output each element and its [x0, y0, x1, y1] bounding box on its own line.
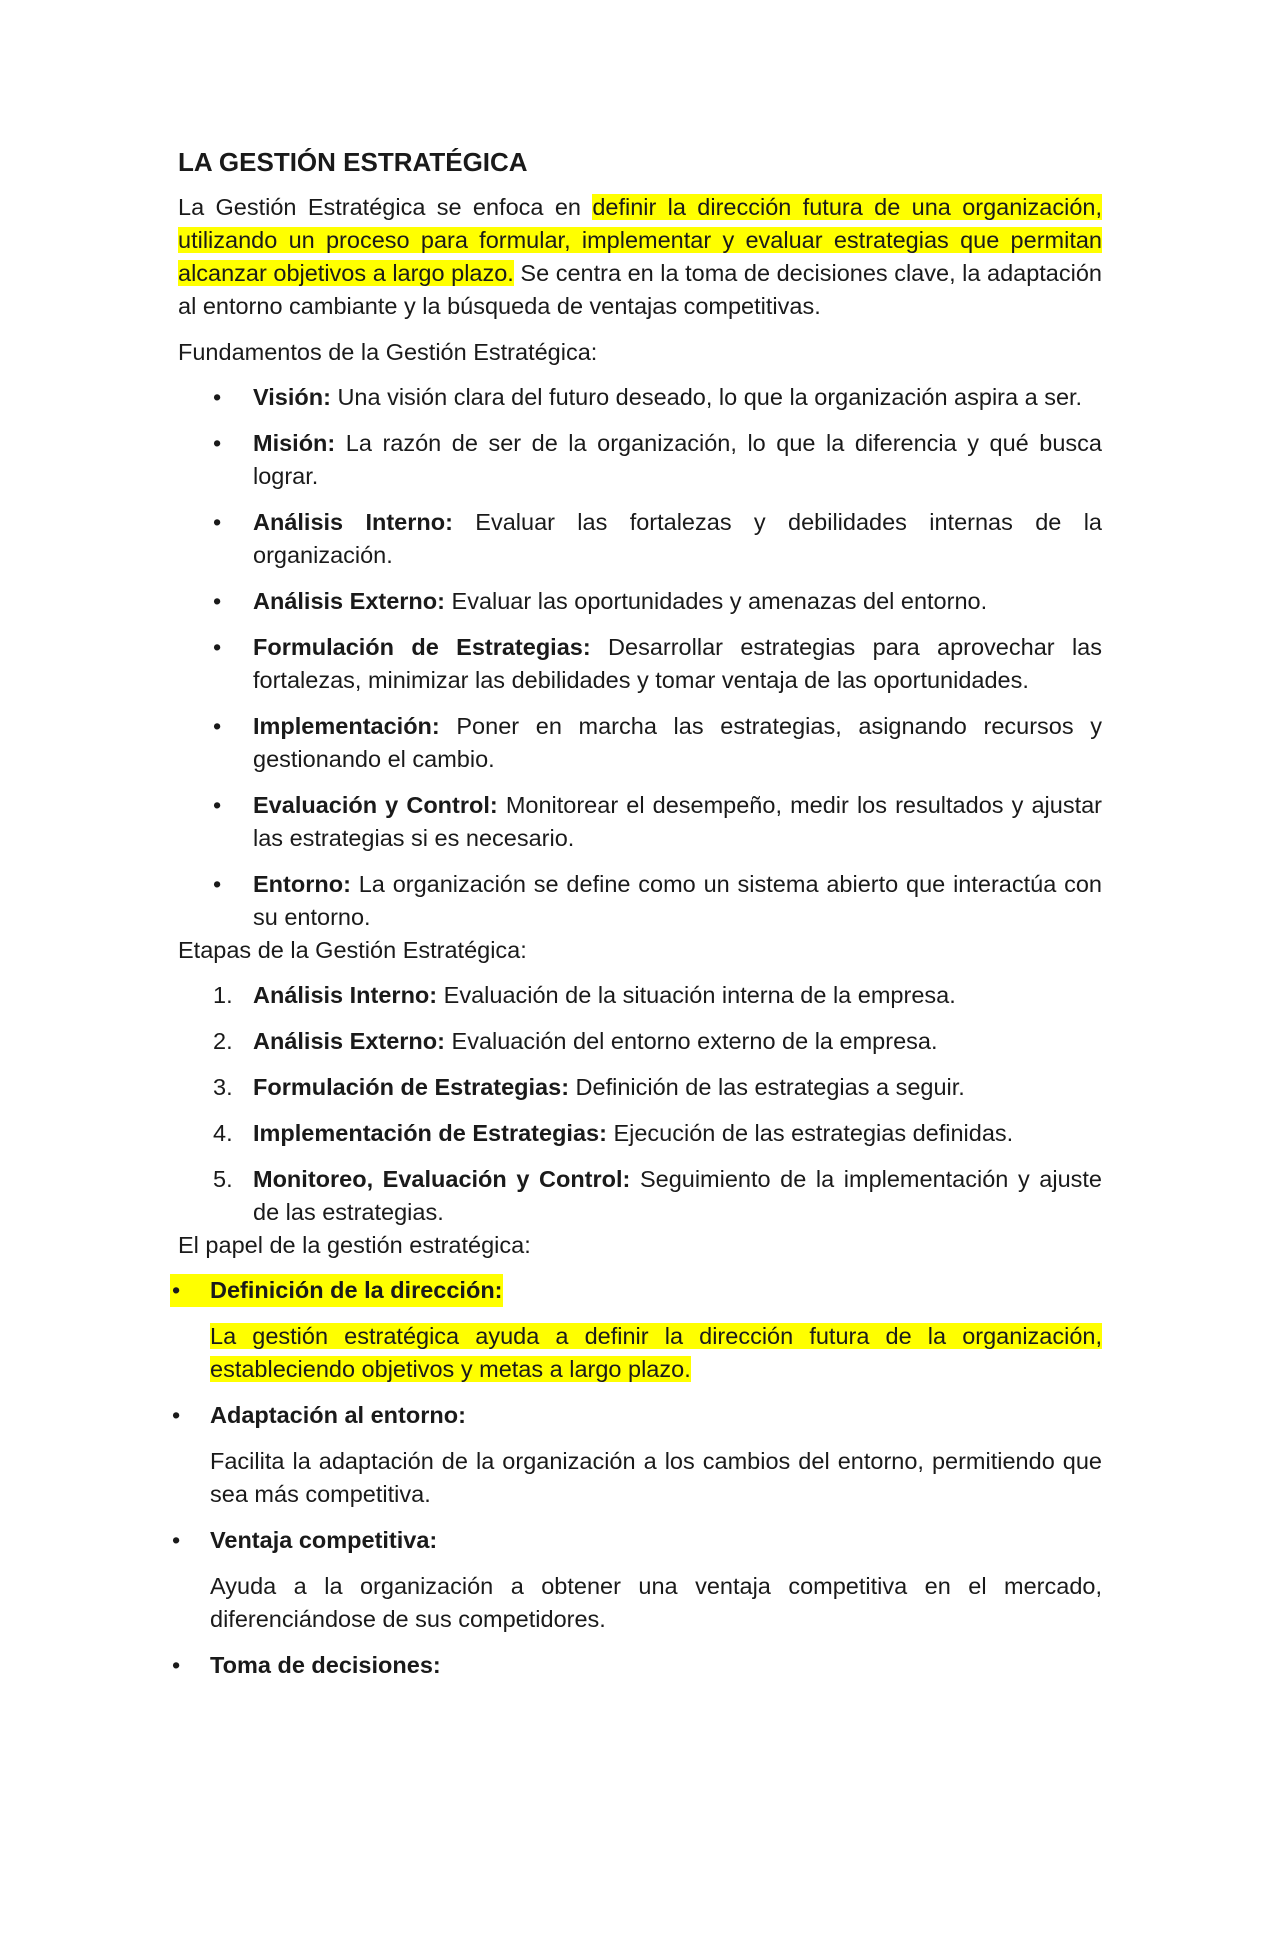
role-description-text: Facilita la adaptación de la organización a los cambios del entorno, permitiendo que sea más competitiva.	[210, 1448, 1102, 1507]
fundamentos-list	[178, 381, 1102, 934]
item-term: Análisis Externo:	[253, 1028, 445, 1054]
item-text: Evaluar las fortalezas y debilidades internas de la organización.	[253, 509, 1102, 568]
item-term: Visión:	[253, 384, 331, 410]
document-body	[172, 145, 1102, 1695]
item-text: Definición de las estrategias a seguir.	[569, 1074, 965, 1100]
item-text: Evaluar las oportunidades y amenazas del entorno.	[444, 588, 988, 614]
item-term: Implementación de Estrategias:	[253, 1120, 607, 1146]
fundamentos-heading: Fundamentos de la Gestión Estratégica:	[178, 339, 598, 365]
bullet-icon: •	[213, 430, 222, 456]
item-term: Monitoreo, Evaluación y Control:	[253, 1166, 631, 1192]
bullet-icon: •	[213, 713, 222, 739]
role-description-text: Ayuda a la organización a obtener una ventaja competitiva en el mercado, diferenciándose de sus competidores.	[210, 1573, 1102, 1632]
item-term: Evaluación y Control:	[253, 792, 498, 818]
bullet-icon: •	[172, 1402, 181, 1428]
list-item	[178, 1025, 1102, 1058]
item-term: Análisis Interno:	[253, 509, 453, 535]
role-heading-text: Adaptación al entorno:	[210, 1402, 466, 1428]
list-item	[178, 979, 1102, 1012]
bullet-icon: •	[213, 634, 222, 660]
intro-paragraph	[178, 191, 1102, 323]
role-heading-text: Definición de la dirección:	[210, 1277, 503, 1303]
list-item	[172, 1649, 1102, 1682]
role-heading	[172, 1649, 1102, 1682]
item-text: Evaluación del entorno externo de la empresa.	[444, 1028, 938, 1054]
list-item	[178, 868, 1102, 934]
list-item	[178, 427, 1102, 493]
item-text: Ejecución de las estrategias definidas.	[606, 1120, 1014, 1146]
role-description	[178, 1320, 1102, 1386]
bullet-icon: •	[213, 384, 222, 410]
step-number: 4.	[213, 1120, 233, 1146]
item-term: Formulación de Estrategias:	[253, 1074, 570, 1100]
step-number: 5.	[213, 1166, 233, 1192]
list-item	[178, 1117, 1102, 1150]
item-term: Misión:	[253, 430, 336, 456]
intro-lead: La Gestión Estratégica se enfoca en	[178, 194, 593, 220]
role-description	[178, 1445, 1102, 1511]
list-item	[178, 1071, 1102, 1104]
etapas-list	[178, 979, 1102, 1229]
bullet-icon: •	[213, 509, 222, 535]
item-term: Formulación de Estrategias:	[253, 634, 591, 660]
item-text: La razón de ser de la organización, lo que la diferencia y qué busca lograr.	[253, 430, 1102, 489]
etapas-heading: Etapas de la Gestión Estratégica:	[178, 937, 527, 963]
document-title: LA GESTIÓN ESTRATÉGICA	[178, 147, 528, 177]
list-item	[178, 585, 1102, 618]
papel-list	[172, 1274, 1102, 1682]
bullet-icon: •	[172, 1527, 181, 1553]
item-text: Una visión clara del futuro deseado, lo que la organización aspira a ser.	[330, 384, 1083, 410]
bullet-icon: •	[213, 588, 222, 614]
role-heading-text: Toma de decisiones:	[210, 1652, 441, 1678]
list-item	[178, 506, 1102, 572]
bullet-icon: •	[213, 871, 222, 897]
item-text: Monitorear el desempeño, medir los resultados y ajustar las estrategias si es necesario.	[253, 792, 1102, 851]
item-term: Entorno:	[253, 871, 351, 897]
list-item	[178, 1163, 1102, 1229]
step-number: 1.	[213, 982, 233, 1008]
list-item	[172, 1399, 1102, 1511]
item-text: Seguimiento de la implementación y ajuste de las estrategias.	[253, 1166, 1102, 1225]
item-text: La organización se define como un sistema abierto que interactúa con su entorno.	[253, 871, 1102, 930]
step-number: 2.	[213, 1028, 233, 1054]
bullet-icon: •	[213, 792, 222, 818]
list-item	[178, 381, 1102, 414]
list-item	[178, 789, 1102, 855]
list-item	[178, 710, 1102, 776]
role-heading	[172, 1524, 1102, 1557]
role-heading-text: Ventaja competitiva:	[210, 1527, 438, 1553]
intro-highlight: definir la dirección futura de una organización, utilizando un proceso para formular, implementar y evaluar estrategias que permitan alcanzar objetivos a largo plazo.	[178, 194, 1102, 286]
list-item	[178, 631, 1102, 697]
role-heading	[170, 1274, 503, 1307]
role-description	[178, 1570, 1102, 1636]
papel-heading: El papel de la gestión estratégica:	[178, 1232, 531, 1258]
item-term: Análisis Interno:	[253, 982, 438, 1008]
item-text: Evaluación de la situación interna de la empresa.	[437, 982, 956, 1008]
item-text: Desarrollar estrategias para aprovechar las fortalezas, minimizar las debilidades y tomar ventaja de las oportunidades.	[253, 634, 1102, 693]
item-text: Poner en marcha las estrategias, asignando recursos y gestionando el cambio.	[253, 713, 1102, 772]
role-heading	[172, 1399, 1102, 1432]
intro-tail: Se centra en la toma de decisiones clave, la adaptación al entorno cambiante y la búsqueda de ventajas competitivas.	[178, 260, 1102, 319]
role-description-text: La gestión estratégica ayuda a definir la dirección futura de la organización, estableciendo objetivos y metas a largo plazo.	[210, 1323, 1102, 1382]
bullet-icon: •	[172, 1652, 181, 1678]
step-number: 3.	[213, 1074, 233, 1100]
bullet-icon: •	[172, 1277, 181, 1303]
item-term: Implementación:	[253, 713, 440, 739]
item-term: Análisis Externo:	[253, 588, 445, 614]
list-item	[172, 1274, 1102, 1386]
list-item	[172, 1524, 1102, 1636]
